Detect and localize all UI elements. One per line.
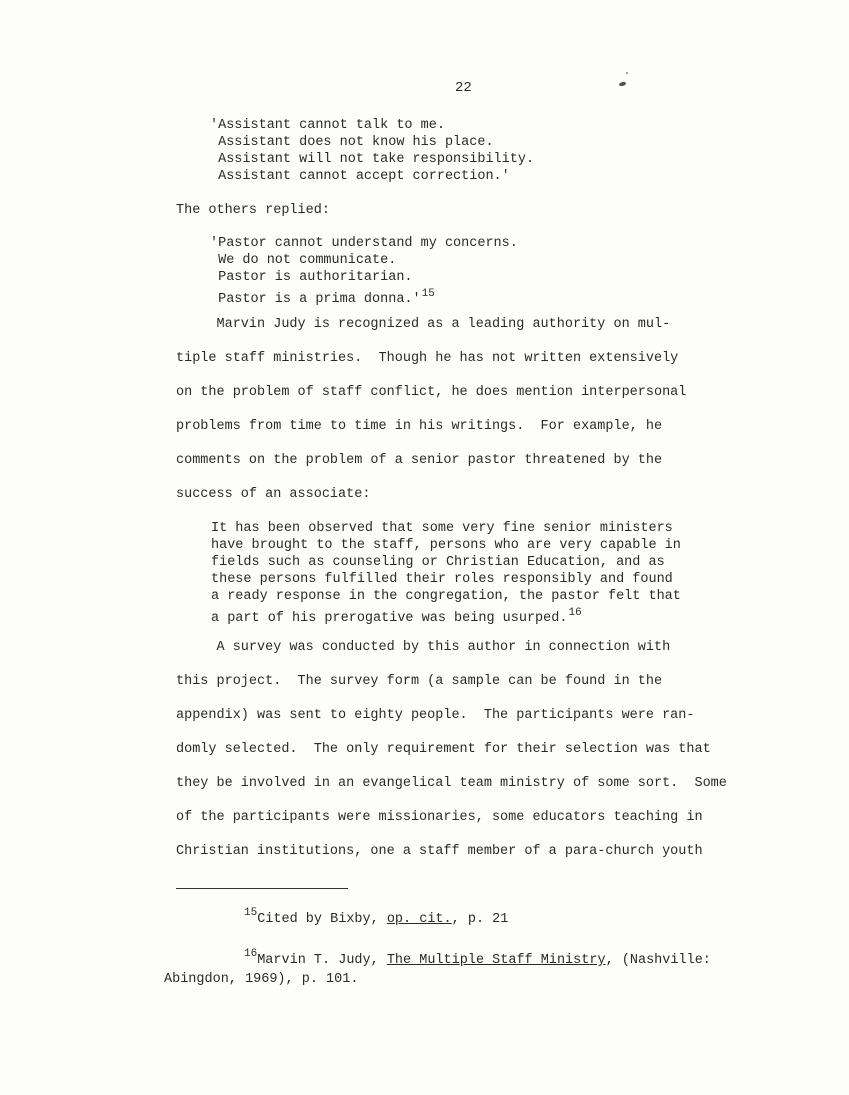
scan-speck [626,72,628,74]
quote-line: Pastor is authoritarian. [210,270,413,285]
body-line: Marvin Judy is recognized as a leading authority on mul- [176,317,671,332]
quote-line: Assistant cannot accept correction.' [210,169,510,184]
blockquote-line: have brought to the staff, persons who are very capable in [211,538,681,553]
footnote-divider [176,888,348,889]
quote-line: 'Pastor cannot understand my concerns. [210,236,518,251]
quote-line: 'Assistant cannot talk to me. [210,118,445,133]
body-line: appendix) was sent to eighty people. The participants were ran- [176,708,695,723]
blockquote-line: It has been observed that some very fine senior ministers [211,521,673,536]
intro-line: The others replied: [176,203,330,218]
quote-line: Assistant will not take responsibility. [210,152,535,167]
body-line: of the participants were missionaries, some educators teaching in [176,810,703,825]
body-line: domly selected. The only requirement for their selection was that [176,742,711,757]
blockquote-line: these persons fulfilled their roles responsibly and found [211,572,673,587]
quote-line: Pastor is a prima donna.'$^{15}$ [210,288,435,307]
quote-line: We do not communicate. [210,253,397,268]
footnote-16-line2: Abingdon, 1969), p. 101. [164,972,359,987]
body-line: they be involved in an evangelical team ministry of some sort. Some [176,776,727,791]
body-line: on the problem of staff conflict, he does mention interpersonal [176,385,687,400]
body-line: success of an associate: [176,487,371,502]
body-line: tiple staff ministries. Though he has not written extensively [176,351,679,366]
footnote-number: 15 [244,907,258,919]
footnote-ref: 16 [568,607,582,619]
blockquote-line: a ready response in the congregation, the pastor felt that [211,589,681,604]
quote-line: Assistant does not know his place. [210,135,494,150]
blockquote-line: a part of his prerogative was being usurped.$^{16}$ [211,607,582,626]
body-line: this project. The survey form (a sample can be found in the [176,674,663,689]
footnote-ref: 15 [421,288,435,300]
body-line: problems from time to time in his writings. For example, he [176,419,663,434]
footnote-15: $^{15}$Cited by Bixby, op. cit., p. 21 [244,907,509,927]
page-number: 22 [455,80,472,96]
body-line: comments on the problem of a senior pastor threatened by the [176,453,663,468]
body-line: A survey was conducted by this author in connection with [176,640,671,655]
footnote-number: 16 [244,948,258,960]
blockquote-line: fields such as counseling or Christian Education, and as [211,555,665,570]
footnote-16: $^{16}$Marvin T. Judy, The Multiple Staff Ministry, (Nashville: [244,948,711,968]
scan-speck [619,81,627,87]
body-line: Christian institutions, one a staff member of a para-church youth [176,844,703,859]
